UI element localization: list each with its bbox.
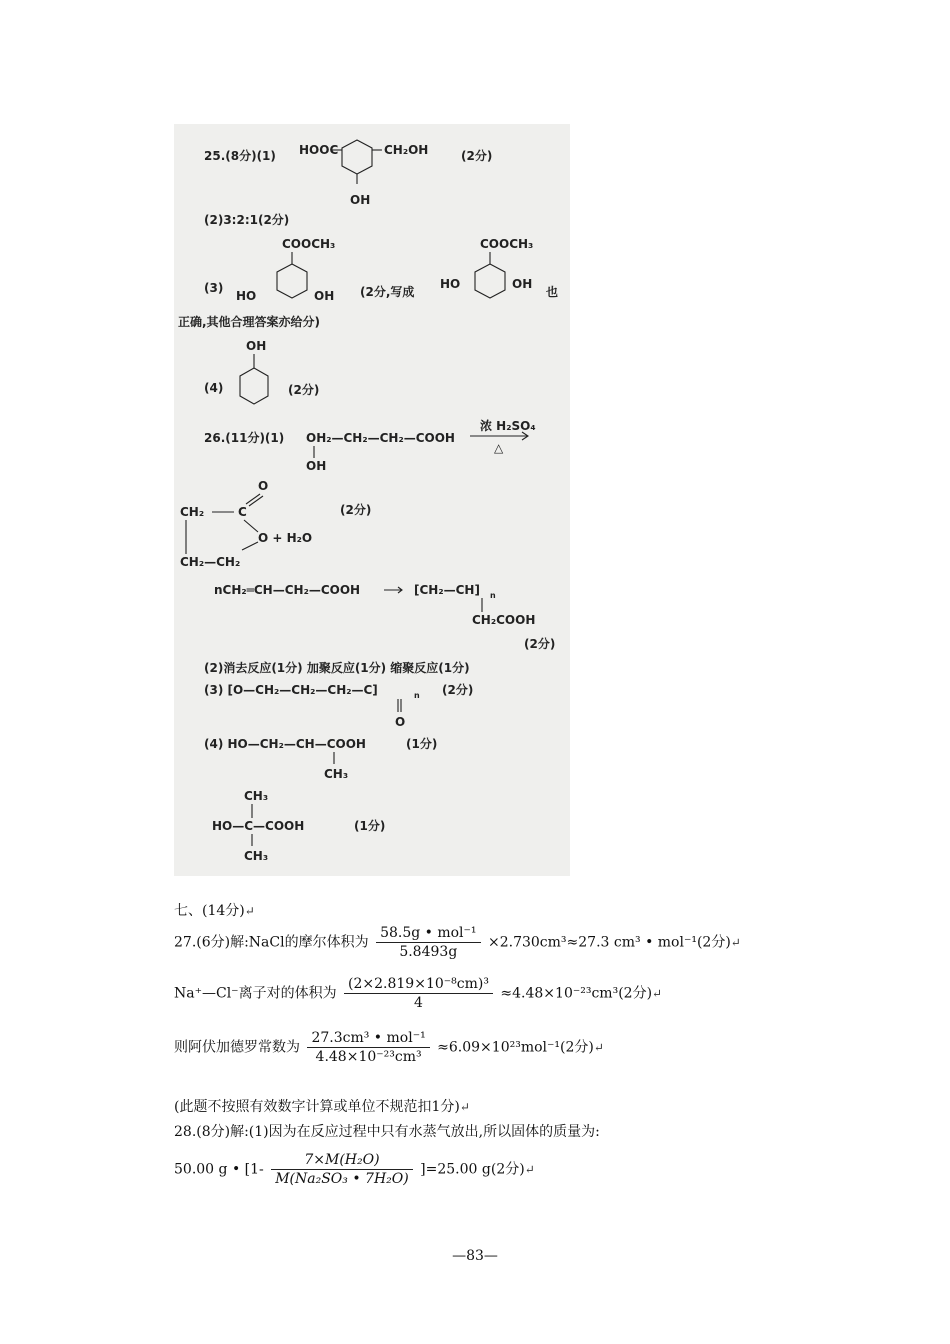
return-mark-icon: ↵ <box>652 986 663 1001</box>
q26-2: (2)消去反应(1分) 加聚反应(1分) 缩聚反应(1分) <box>204 661 470 675</box>
q25-3-ye: 也 <box>546 285 559 299</box>
section-7-heading: 七、(14分)↵ <box>174 903 255 919</box>
return-mark-icon: ↵ <box>244 904 255 918</box>
q26-ring-o-water: O + H₂O <box>258 531 313 545</box>
q26-heat: △ <box>494 441 504 455</box>
q26-poly-score: (2分) <box>524 637 556 651</box>
q26-chain-oh: OH <box>306 459 327 473</box>
q27-line-2: Na⁺—Cl⁻离子对的体积为 $\frac{\text{(2×2.819×10⁻⁸cm)³}}{4}$ ≈4.48×10⁻²³cm³(2分)↵ <box>174 976 663 1011</box>
benzene-ring-2 <box>277 264 307 298</box>
q25-3-top-group: COOCH₃ <box>282 237 336 251</box>
q25-3-note: (2分,写成 <box>360 285 415 299</box>
q25-4-score: (2分) <box>288 383 320 397</box>
q25-3-alt-left: HO <box>440 277 461 291</box>
scanned-answer-image <box>174 124 570 876</box>
benzene-ring-4 <box>240 368 268 404</box>
q26-5-bottom: CH₃ <box>244 849 269 863</box>
q27-line-3: 则阿伏加德罗常数为 $\frac{\text{27.3cm³ • mol⁻¹}}{\text{4.48×10⁻²³cm³}}$ ≈6.09×10²³mol⁻¹(2分)↵ <box>174 1030 604 1065</box>
q25-1-left-group: HOOC <box>299 143 339 157</box>
q25-1-right-group: CH₂OH <box>384 143 429 157</box>
q26-poly-reactant: nCH₂═CH—CH₂—COOH <box>214 583 361 597</box>
q26-5-top: CH₃ <box>244 789 269 803</box>
q26-3-o: O <box>395 715 406 729</box>
q26-5-score: (1分) <box>354 819 386 833</box>
q26-3: (3) [O—CH₂—CH₂—CH₂—C] <box>204 683 378 697</box>
q26-poly-side: CH₂COOH <box>472 613 536 627</box>
q26-ring-c: C <box>238 505 247 519</box>
q26-3-score: (2分) <box>442 683 474 697</box>
q25-4-oh: OH <box>246 339 267 353</box>
q28-line-2: 50.00 g • [1- $\frac{\text{7×M(H₂O)}}{\text{M(Na₂SO₃ • 7H₂O)}}$ ]=25.00 g(2分)↵ <box>174 1152 535 1187</box>
fraction-molar-volume: $\frac{\text{58.5g • mol⁻¹}}{5.8493g}$ <box>376 925 480 960</box>
q26-poly-n: n <box>490 591 496 600</box>
q25-2: (2)3:2:1(2分) <box>204 213 290 227</box>
q26-5-mid: HO—C—COOH <box>212 819 305 833</box>
chemistry-structures-figure <box>174 124 570 876</box>
q27-note: (此题不按照有效数字计算或单位不规范扣1分)↵ <box>174 1099 470 1115</box>
q26-ring-ch2-top: CH₂ <box>180 505 205 519</box>
q25-3-left-oh: HO <box>236 289 257 303</box>
q26-poly-product: [CH₂—CH] <box>414 583 480 597</box>
benzene-ring-3 <box>475 264 505 298</box>
q26-4: (4) HO—CH₂—CH—COOH <box>204 737 366 751</box>
q28-line-1: 28.(8分)解:(1)因为在反应过程中只有水蒸气放出,所以固体的质量为: <box>174 1124 600 1140</box>
q25-3-right-oh: OH <box>314 289 335 303</box>
q26-4-score: (1分) <box>406 737 438 751</box>
q26-title: 26.(11分)(1) <box>204 431 285 445</box>
q26-ring-o: O <box>258 479 269 493</box>
q26-reagent: 浓 H₂SO₄ <box>480 419 536 433</box>
q25-4-label: (4) <box>204 381 224 395</box>
fraction-avogadro: $\frac{\text{27.3cm³ • mol⁻¹}}{\text{4.48×10⁻²³cm³}}$ <box>307 1030 429 1065</box>
return-mark-icon: ↵ <box>524 1162 535 1177</box>
return-mark-icon: ↵ <box>593 1040 604 1055</box>
q26-3-n: n <box>414 691 420 700</box>
fraction-mass: $\frac{\text{7×M(H₂O)}}{\text{M(Na₂SO₃ • 7H₂O)}}$ <box>271 1152 413 1187</box>
benzene-ring-1 <box>342 140 372 174</box>
q25-3-alt-top: COOCH₃ <box>480 237 534 251</box>
q26-4-ch3: CH₃ <box>324 767 349 781</box>
q25-1-bottom-group: OH <box>350 193 371 207</box>
q25-1-score: (2分) <box>461 149 493 163</box>
page-number: —83— <box>452 1248 498 1264</box>
q25-3-label: (3) <box>204 281 224 295</box>
q27-line-1: 27.(6分)解:NaCl的摩尔体积为 $\frac{\text{58.5g • mol⁻¹}}{5.8493g}$ ×2.730cm³≈27.3 cm³ • mol⁻¹(2分)↵ <box>174 925 741 960</box>
fraction-ion-pair-volume: $\frac{\text{(2×2.819×10⁻⁸cm)³}}{4}$ <box>344 976 493 1011</box>
q26-chain: OH₂—CH₂—CH₂—COOH <box>306 431 455 445</box>
q25-3-note2: 正确,其他合理答案亦给分) <box>178 315 321 329</box>
q26-ring-score: (2分) <box>340 503 372 517</box>
return-mark-icon: ↵ <box>459 1100 470 1114</box>
q25-title: 25.(8分)(1) <box>204 149 276 163</box>
q25-3-alt-right: OH <box>512 277 533 291</box>
return-mark-icon: ↵ <box>730 935 741 950</box>
q26-ring-ch2-bottom: CH₂—CH₂ <box>180 555 241 569</box>
